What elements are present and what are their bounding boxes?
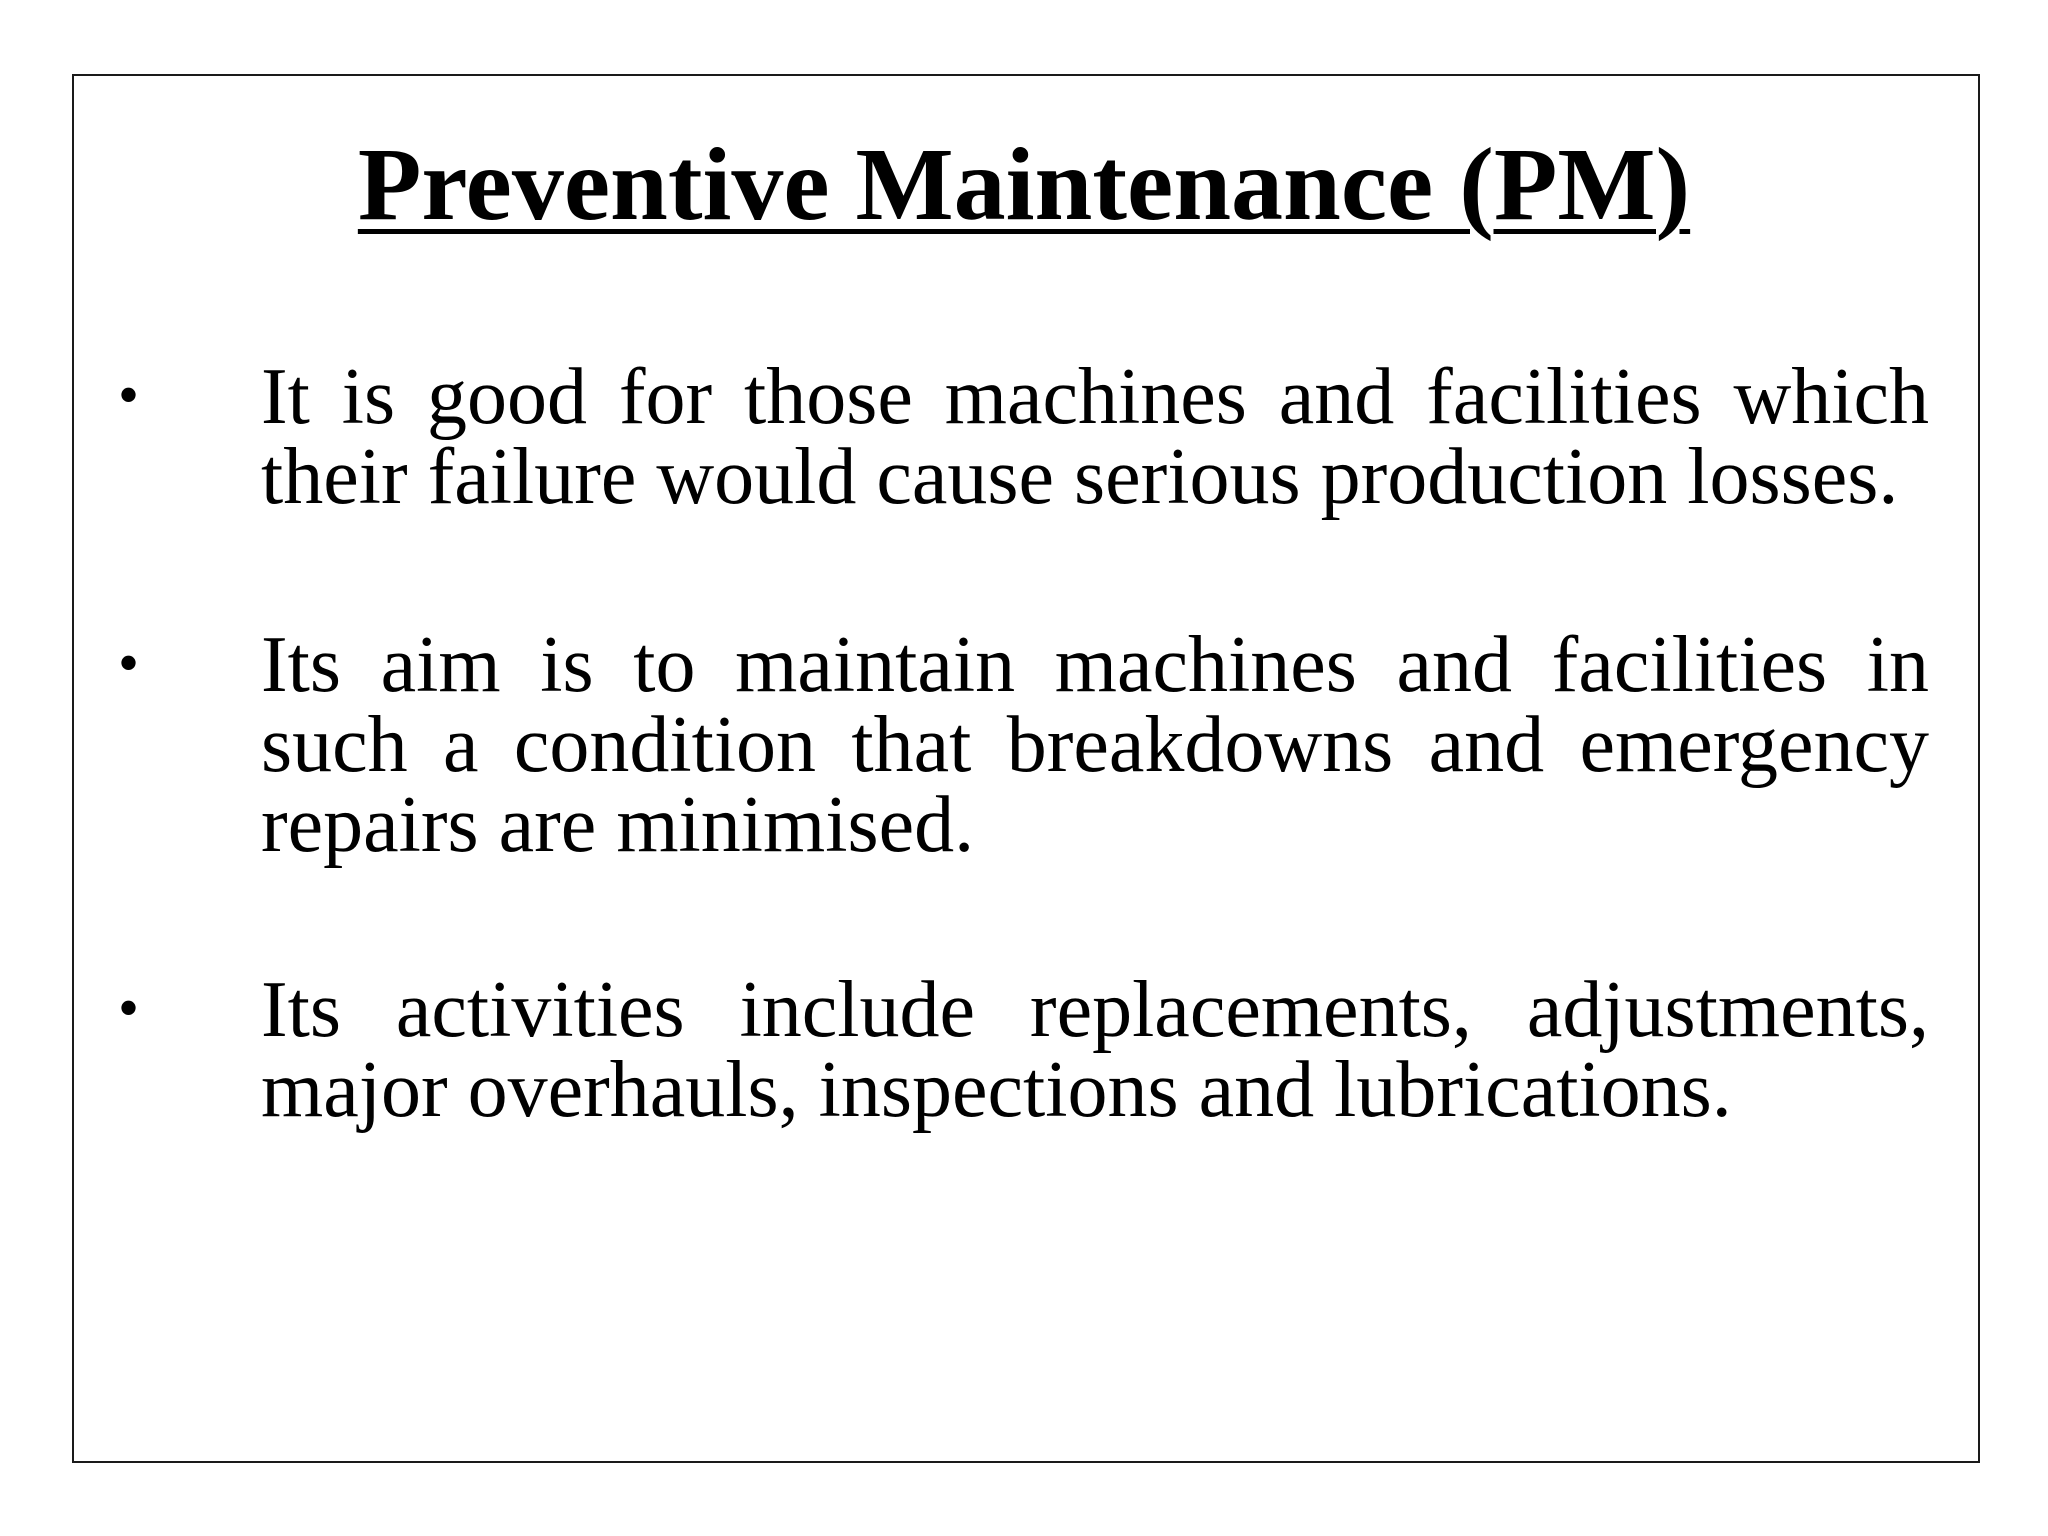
- bullet-dot-icon: •: [118, 975, 140, 1041]
- bullet-text: Its aim is to maintain machines and facilities in such a condition that breakdowns and emergency repairs are minimised.: [261, 621, 1929, 869]
- slide-title-container: [0, 128, 2048, 242]
- bullet-dot-icon: •: [118, 630, 140, 696]
- slide-title: Preventive Maintenance (PM): [357, 127, 1691, 242]
- bullet-text: It is good for those machines and facilities which their failure would cause serious production losses.: [261, 353, 1929, 521]
- bullet-text: Its activities include replacements, adjustments, major overhauls, inspections and lubrications.: [261, 966, 1929, 1134]
- bullet-dot-icon: •: [118, 362, 140, 428]
